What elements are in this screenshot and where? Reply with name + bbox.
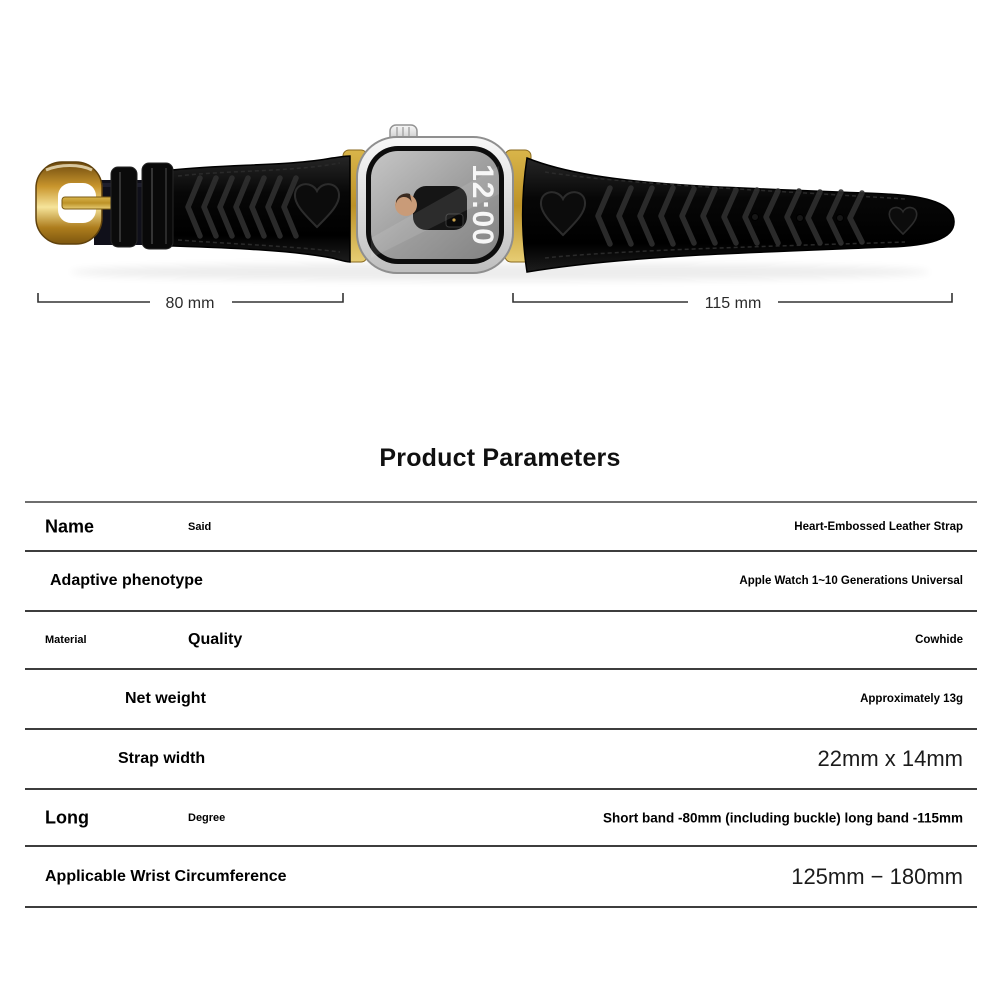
row-sublabel: Degree: [188, 811, 226, 824]
row-sublabel: Said: [188, 520, 212, 533]
row-value: 22mm x 14mm: [817, 746, 963, 771]
table-row-wrist-circumference: [25, 847, 977, 908]
row-value: Heart-Embossed Leather Strap: [794, 520, 963, 533]
table-row-name: [25, 503, 977, 552]
row-label: Long: [45, 807, 89, 827]
band-shadow: [70, 263, 930, 281]
long-band-dimension-label: 115 mm: [704, 295, 762, 312]
row-value: 125mm − 180mm: [791, 863, 963, 889]
product-photo: [0, 0, 1000, 330]
row-value: Cowhide: [915, 634, 963, 646]
table-row-net-weight: [25, 670, 977, 730]
row-label: Adaptive phenotype: [50, 572, 203, 589]
keeper-loops: [111, 163, 173, 249]
row-value: Short band -80mm (including buckle) long band -115mm: [602, 810, 963, 825]
row-label: Net weight: [125, 690, 206, 707]
row-label: Material: [45, 634, 87, 646]
row-value: Approximately 13g: [860, 693, 963, 705]
table-row-length: [25, 790, 977, 847]
row-label: Strap width: [118, 750, 206, 767]
long-strap: [523, 158, 955, 272]
watchface-time: 12:00: [466, 164, 500, 246]
row-sublabel: Quality: [188, 631, 243, 648]
short-strap: [168, 156, 351, 262]
row-label: Applicable Wrist Circumference: [45, 867, 287, 885]
product-parameters-table: [25, 501, 977, 908]
page-title: Product Parameters: [379, 444, 621, 472]
table-row-material: [25, 612, 977, 670]
table-row-adaptive-phenotype: [25, 552, 977, 612]
row-label: Name: [45, 516, 95, 536]
short-band-dimension-label: 80 mm: [165, 295, 215, 312]
watch-body: [357, 125, 513, 273]
table-row-strap-width: [25, 730, 977, 790]
row-value: Apple Watch 1~10 Generations Universal: [739, 575, 963, 587]
